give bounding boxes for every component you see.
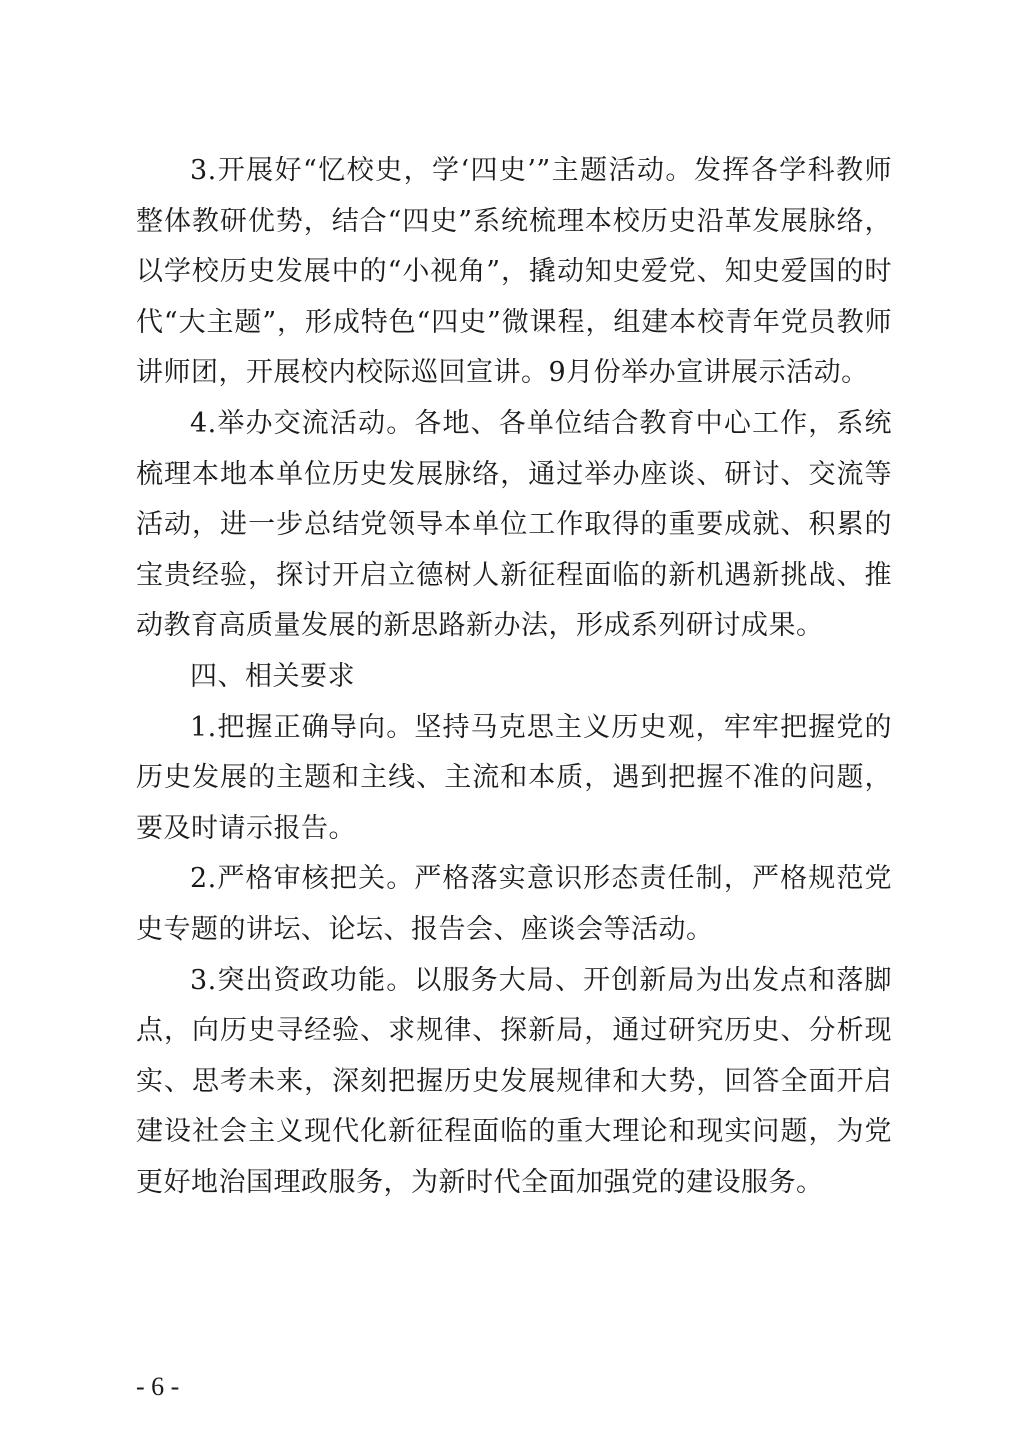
section4-item2-paragraph: 2.严格审核把关。严格落实意识形态责任制，严格规范党史专题的讲坛、论坛、报告会、座谈会等活动。 bbox=[136, 863, 892, 945]
page-number: - 6 - bbox=[136, 1372, 180, 1401]
section4-heading: 四、相关要求 bbox=[190, 660, 355, 692]
section3-item3-paragraph: 3.开展好“忆校史，学‘四史’”主题活动。发挥各学科教师整体教研优势，结合“四史”系统梳理本校历史沿革发展脉络，以学校历史发展中的“小视角”，撬动知史爱党、知史爱国的时代“大主题”，形成特色“四史”微课程，组建本校青年党员教师讲师团，开展校内校际巡回宣讲。9月份举办宣讲展示活动。 bbox=[136, 155, 892, 389]
section4-item3-paragraph: 3.突出资政功能。以服务大局、开创新局为出发点和落脚点，向历史寻经验、求规律、探新局，通过研究历史、分析现实、思考未来，深刻把握历史发展规律和大势，回答全面开启建设社会主义现代化新征程面临的重大理论和现实问题，为党更好地治国理政服务，为新时代全面加强党的建设服务。 bbox=[136, 964, 892, 1198]
section3-item4-paragraph: 4.举办交流活动。各地、各单位结合教育中心工作，系统梳理本地本单位历史发展脉络，通过举办座谈、研讨、交流等活动，进一步总结党领导本单位工作取得的重要成就、积累的宝贵经验，探讨开启立德树人新征程面临的新机遇新挑战、推动教育高质量发展的新思路新办法，形成系列研讨成果。 bbox=[136, 407, 892, 642]
document-body bbox=[136, 146, 892, 1208]
section4-item1-paragraph: 1.把握正确导向。坚持马克思主义历史观，牢牢把握党的历史发展的主题和主线、主流和本质，遇到把握不准的问题，要及时请示报告。 bbox=[136, 711, 892, 844]
